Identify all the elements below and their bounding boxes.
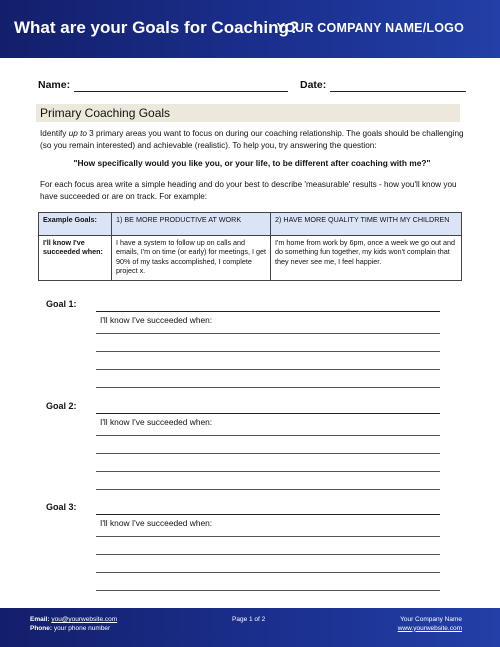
- email-label: Email:: [30, 616, 50, 623]
- footer-company-name: Your Company Name: [400, 616, 462, 623]
- goal-3-line-3[interactable]: [96, 572, 440, 573]
- goal-2-prompt: I'll know I've succeeded when:: [100, 417, 213, 427]
- example-success-1: I have a system to follow up on calls and emails, I'm on time (or early) for meetings, I get 90% of my tasks accomplished, I complete project x.: [112, 236, 271, 281]
- goal-1-label: Goal 1:: [46, 299, 77, 309]
- goal-3-box-top: [96, 514, 440, 515]
- example-goals-table: [38, 212, 462, 281]
- name-date-row: [38, 79, 468, 95]
- goal-1-line-3[interactable]: [96, 369, 440, 370]
- phone-value: your phone number: [53, 624, 111, 632]
- header-banner: [0, 0, 500, 58]
- example-goals-label: Example Goals:: [39, 213, 112, 236]
- example-success-2: I'm home from work by 6pm, once a week we go out and do something fun together, my kids won't complain that they never see me, I feel happier.: [271, 236, 462, 281]
- section-heading: Primary Coaching Goals: [36, 104, 460, 122]
- coaching-question: "How specifically would you like you, or your life, to be different after coaching with me?": [73, 158, 431, 168]
- goal-1-line-4[interactable]: [96, 387, 440, 388]
- footer-phone-row: [30, 625, 117, 634]
- table-row: [39, 213, 462, 236]
- goal-3-line-1[interactable]: [96, 536, 440, 537]
- goal-2-box-top: [96, 413, 440, 414]
- goal-1-box-top: [96, 311, 440, 312]
- intro-paragraph: [40, 128, 464, 151]
- goal-2-label: Goal 2:: [46, 401, 77, 411]
- intro-text-start: Identify: [40, 129, 69, 138]
- company-logo-text: YOUR COMPANY NAME/LOGO: [276, 21, 464, 35]
- goal-1-line-1[interactable]: [96, 333, 440, 334]
- example-goal-2: 2) HAVE MORE QUALITY TIME WITH MY CHILDREN: [271, 213, 462, 236]
- email-link[interactable]: you@yourwebsite.com: [51, 616, 118, 623]
- goal-2-line-3[interactable]: [96, 471, 440, 472]
- footer-banner: [0, 608, 500, 647]
- footer-contact: [30, 616, 117, 633]
- footer-email-row: [30, 616, 117, 625]
- phone-label: Phone:: [30, 624, 53, 632]
- name-label: Name:: [38, 79, 71, 91]
- goal-3-line-4[interactable]: [96, 590, 440, 591]
- example-know-label: I'll know I've succeeded when:: [39, 236, 112, 281]
- website-link[interactable]: www.yourwebsite.com: [397, 624, 462, 632]
- goal-2-line-4[interactable]: [96, 489, 440, 490]
- page-title: What are your Goals for Coaching?: [14, 18, 300, 37]
- goal-3-line-2[interactable]: [96, 554, 440, 555]
- goal-2-line-1[interactable]: [96, 435, 440, 436]
- goal-3-label: Goal 3:: [46, 502, 77, 512]
- table-row: [39, 236, 462, 281]
- example-goal-1: 1) BE MORE PRODUCTIVE AT WORK: [112, 213, 271, 236]
- goal-2-line-2[interactable]: [96, 453, 440, 454]
- goal-1-prompt: I'll know I've succeeded when:: [100, 315, 213, 325]
- page-number: Page 1 of 2: [232, 616, 266, 623]
- instructions-paragraph: For each focus area write a simple heading and do your best to describe 'measurable' results - how you'll know you have succeeded or are on track. For example:: [40, 180, 457, 201]
- intro-text-end: 3 primary areas you want to focus on during our coaching relationship. The goals should be challenging (so you remain interested) and achievable (realistic). To help you, try answering the question:: [40, 129, 464, 150]
- goal-1-line-2[interactable]: [96, 351, 440, 352]
- date-field[interactable]: [330, 91, 466, 92]
- footer-company: [398, 616, 462, 633]
- goal-3-prompt: I'll know I've succeeded when:: [100, 518, 213, 528]
- name-field[interactable]: [74, 91, 288, 92]
- intro-emphasis: up to: [68, 129, 87, 138]
- date-label: Date:: [300, 79, 327, 91]
